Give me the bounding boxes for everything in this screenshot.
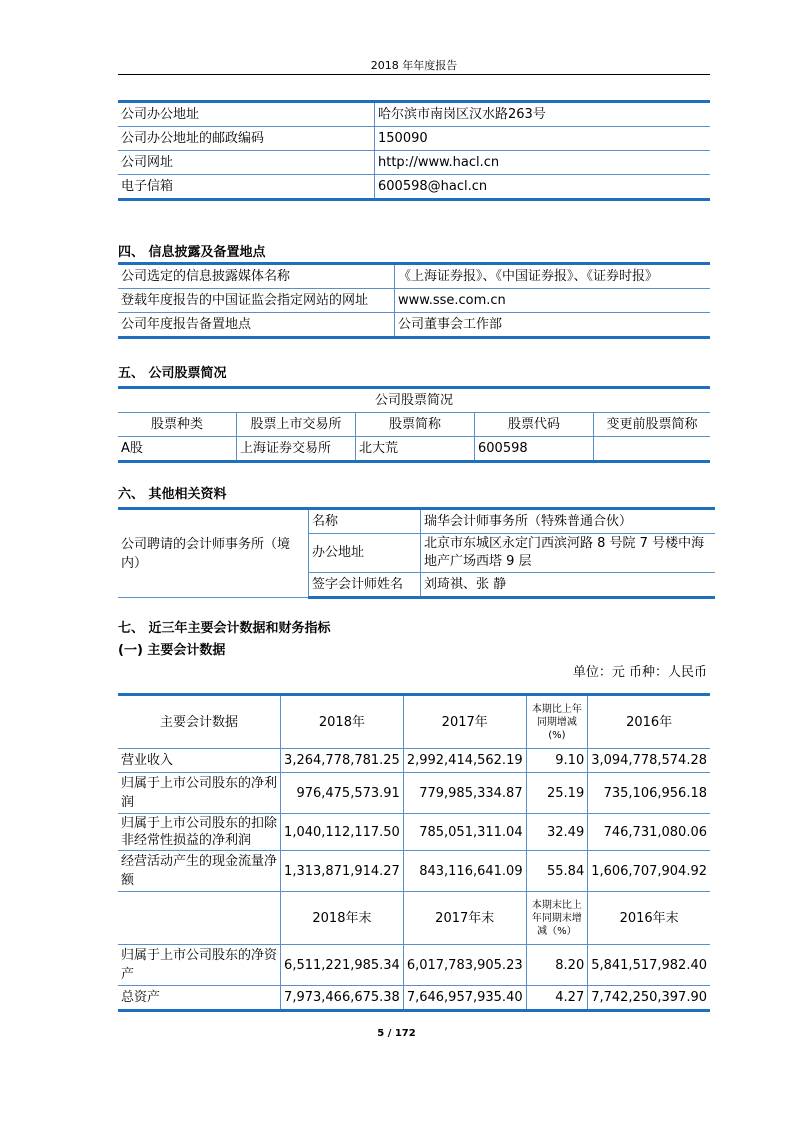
stock-header: 股票上市交易所 [237,413,356,437]
financial-data-table [118,693,710,1012]
accounting-firm-group-label: 公司聘请的会计师事务所（境内） [118,509,309,598]
contact-value: 150090 [375,127,711,151]
page-header: 2018 年年度报告 [370,59,458,72]
fin-cell: 9.10 [526,749,588,773]
stock-cell: 600598 [475,437,594,462]
fin-header: 2016年 [588,695,710,749]
section7-title: 七、 近三年主要会计数据和财务指标 [118,621,331,636]
fin-cell: 32.49 [526,814,588,851]
fin-cell: 6,017,783,905.23 [403,945,526,986]
stock-table [118,386,710,463]
accounting-firm-value: 刘琦祺、张 静 [421,573,716,598]
disclosure-value: www.sse.com.cn [395,289,711,313]
stock-header: 变更前股票简称 [594,413,711,437]
stock-header: 股票代码 [475,413,594,437]
fin-cell: 1,606,707,904.92 [588,851,710,892]
fin-header: 2017年 [403,695,526,749]
fin-header-change: 本期末比上年同期末增减（%） [526,892,588,945]
fin-cell: 735,106,956.18 [588,773,710,814]
stock-cell: 上海证券交易所 [237,437,356,462]
fin-header: 2018年末 [281,892,404,945]
stock-cell [594,437,711,462]
fin-cell: 976,475,573.91 [281,773,404,814]
header-rule [118,74,710,75]
stock-cell: A股 [118,437,237,462]
fin-cell: 7,973,466,675.38 [281,986,404,1011]
page-number: 5 / 172 [377,1028,416,1039]
accounting-firm-table [118,507,715,599]
stock-table-title: 公司股票简况 [118,388,710,413]
fin-cell: 55.84 [526,851,588,892]
fin-cell: 3,264,778,781.25 [281,749,404,773]
disclosure-value: 《上海证券报》、《中国证券报》、《证券时报》 [395,264,711,289]
section4-title: 四、 信息披露及备置地点 [118,245,266,260]
fin-row-label: 归属于上市公司股东的净资产 [118,945,281,986]
fin-cell: 7,646,957,935.40 [403,986,526,1011]
fin-row-label: 归属于上市公司股东的扣除非经常性损益的净利润 [118,814,281,851]
fin-header-change: 本期比上年同期增减(%) [526,695,588,749]
fin-cell: 746,731,080.06 [588,814,710,851]
section6-title: 六、 其他相关资料 [118,487,227,502]
disclosure-value: 公司董事会工作部 [395,313,711,338]
section5-title: 五、 公司股票简况 [118,366,227,381]
fin-header: 2018年 [281,695,404,749]
fin-cell: 25.19 [526,773,588,814]
fin-row-label: 归属于上市公司股东的净利润 [118,773,281,814]
fin-cell: 8.20 [526,945,588,986]
stock-cell: 北大荒 [356,437,475,462]
contact-label: 公司办公地址的邮政编码 [118,127,375,151]
disclosure-label: 公司年度报告备置地点 [118,313,395,338]
contact-value: 600598@hacl.cn [375,175,711,200]
fin-cell: 779,985,334.87 [403,773,526,814]
fin-cell: 1,040,112,117.50 [281,814,404,851]
fin-cell: 6,511,221,985.34 [281,945,404,986]
stock-header: 股票种类 [118,413,237,437]
contact-value: 哈尔滨市南岗区汉水路263号 [375,102,711,127]
contact-label: 公司办公地址 [118,102,375,127]
disclosure-label: 公司选定的信息披露媒体名称 [118,264,395,289]
accounting-firm-label: 名称 [309,509,421,534]
fin-row-label: 经营活动产生的现金流量净额 [118,851,281,892]
fin-row-label: 营业收入 [118,749,281,773]
contact-label: 公司网址 [118,151,375,175]
contact-value: http://www.hacl.cn [375,151,711,175]
fin-row-label: 总资产 [118,986,281,1011]
fin-cell: 7,742,250,397.90 [588,986,710,1011]
fin-header [118,892,281,945]
fin-cell: 785,051,311.04 [403,814,526,851]
fin-header: 主要会计数据 [118,695,281,749]
contact-table [118,100,710,201]
fin-cell: 1,313,871,914.27 [281,851,404,892]
disclosure-label: 登载年度报告的中国证监会指定网站的网址 [118,289,395,313]
accounting-firm-value: 瑞华会计师事务所（特殊普通合伙） [421,509,716,534]
accounting-firm-label: 办公地址 [309,534,421,573]
unit-currency-note: 单位：元 币种：人民币 [572,665,707,680]
fin-cell: 843,116,641.09 [403,851,526,892]
fin-cell: 2,992,414,562.19 [403,749,526,773]
contact-label: 电子信箱 [118,175,375,200]
fin-header: 2016年末 [588,892,710,945]
fin-cell: 3,094,778,574.28 [588,749,710,773]
disclosure-table [118,262,710,339]
stock-header: 股票简称 [356,413,475,437]
accounting-firm-value: 北京市东城区永定门西滨河路 8 号院 7 号楼中海地产广场西塔 9 层 [421,534,716,573]
accounting-firm-label: 签字会计师姓名 [309,573,421,598]
fin-cell: 4.27 [526,986,588,1011]
fin-cell: 5,841,517,982.40 [588,945,710,986]
section7-subtitle: (一) 主要会计数据 [118,643,226,658]
fin-header: 2017年末 [403,892,526,945]
